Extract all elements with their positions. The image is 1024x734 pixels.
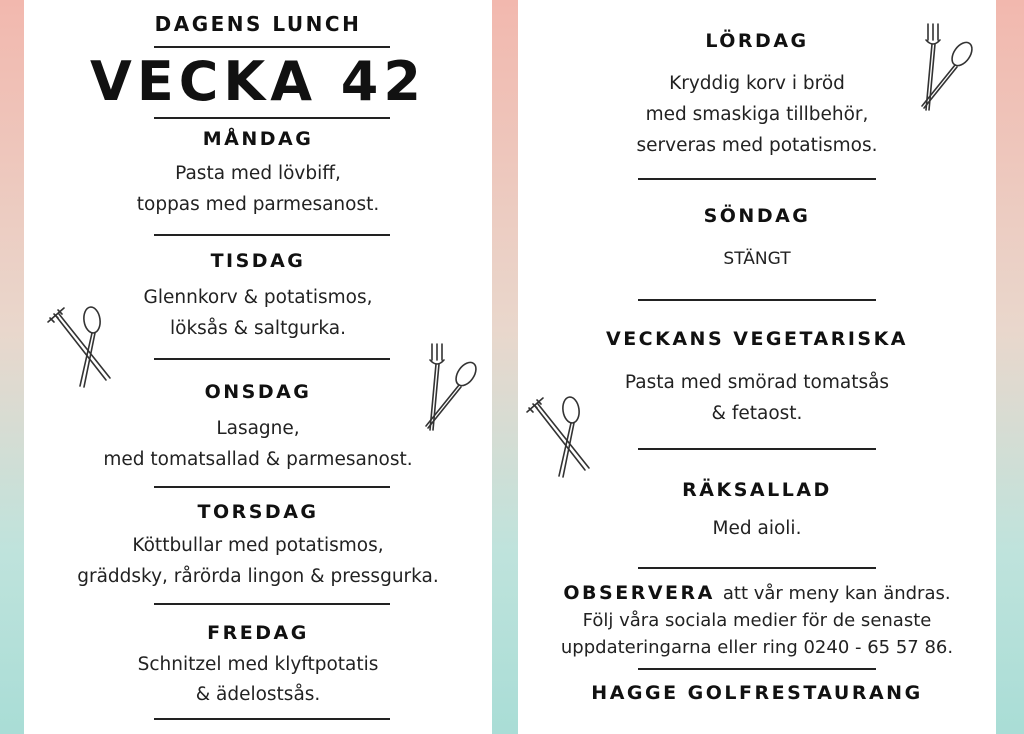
header-top: DAGENS LUNCH — [154, 12, 362, 36]
divider — [154, 718, 390, 720]
divider — [638, 299, 876, 301]
dish-line: toppas med parmesanost. — [136, 194, 380, 215]
day-title-wednesday: ONSDAG — [204, 381, 312, 403]
fork-spoon-icon — [523, 390, 603, 485]
dish-line: Med aioli. — [712, 518, 802, 539]
dish-line: serveras med potatismos. — [636, 135, 878, 156]
day-title-thursday: TORSDAG — [197, 501, 319, 523]
vegetarian-title: VECKANS VEGETARISKA — [605, 328, 908, 350]
notice-text: att vår meny kan ändras. — [722, 583, 951, 604]
day-title-monday: MÅNDAG — [202, 128, 314, 150]
divider — [154, 234, 390, 236]
dish-line: Schnitzel med klyftpotatis — [137, 654, 379, 675]
fork-spoon-icon — [410, 340, 486, 435]
dish-line: med smaskiga tillbehör, — [645, 104, 869, 125]
fork-spoon-icon — [44, 300, 124, 395]
dish-line: Kryddig korv i bröd — [669, 73, 845, 94]
day-title-sunday: SÖNDAG — [703, 205, 811, 227]
notice-line-2: Följ våra sociala medier för de senaste — [582, 610, 932, 631]
notice-line-1 — [518, 582, 996, 604]
dish-line: Köttbullar med potatismos, — [132, 535, 384, 556]
divider — [638, 668, 876, 670]
divider — [154, 486, 390, 488]
dish-line: & fetaost. — [711, 403, 803, 424]
dish-line: Pasta med smörad tomatsås — [624, 372, 890, 393]
divider — [154, 46, 390, 48]
divider — [154, 117, 390, 119]
divider — [154, 603, 390, 605]
dish-line: Glennkorv & potatismos, — [143, 287, 373, 308]
day-title-saturday: LÖRDAG — [705, 30, 809, 52]
shrimp-salad-title: RÄKSALLAD — [682, 479, 832, 501]
dish-line: & ädelostsås. — [195, 684, 321, 705]
week-title: VECKA 42 — [90, 50, 426, 113]
dish-line: med tomatsallad & parmesanost. — [103, 449, 413, 470]
dish-line: Pasta med lövbiff, — [175, 163, 341, 184]
divider — [154, 358, 390, 360]
day-title-tuesday: TISDAG — [210, 250, 306, 272]
divider — [638, 178, 876, 180]
divider — [638, 567, 876, 569]
notice-line-3: uppdateringarna eller ring 0240 - 65 57 86. — [560, 637, 954, 658]
day-title-friday: FREDAG — [207, 622, 309, 644]
restaurant-name: HAGGE GOLFRESTAURANG — [591, 682, 923, 704]
fork-spoon-icon — [906, 20, 982, 115]
closed-label: STÄNGT — [723, 249, 791, 269]
dish-line: Lasagne, — [216, 418, 300, 439]
dish-line: gräddsky, rårörda lingon & pressgurka. — [77, 566, 439, 587]
notice-keyword: OBSERVERA — [563, 582, 715, 604]
divider — [638, 448, 876, 450]
dish-line: löksås & saltgurka. — [169, 318, 347, 339]
